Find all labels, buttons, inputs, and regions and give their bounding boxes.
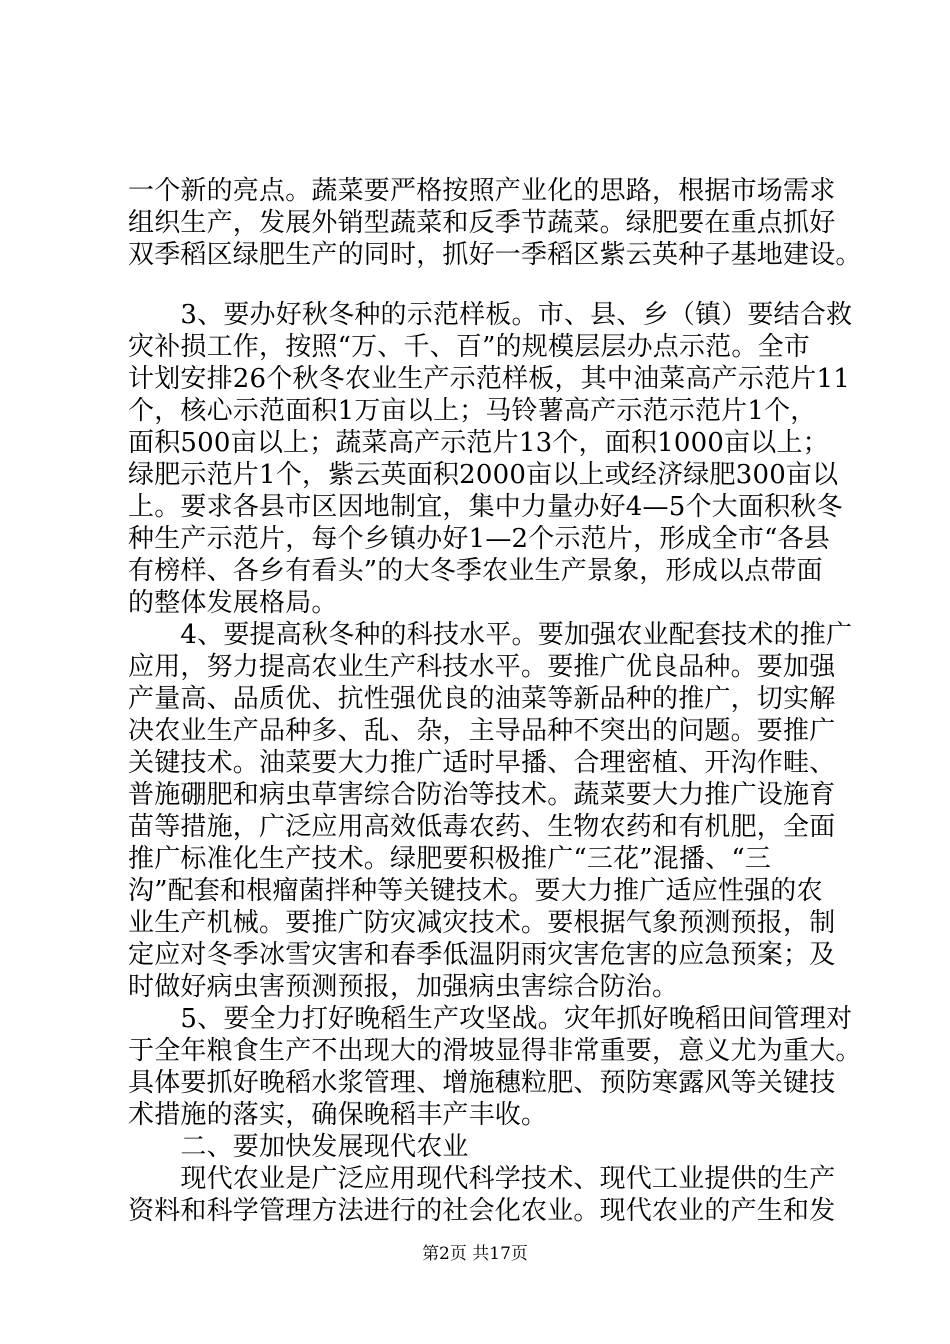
page-number-footer: 第2页 共17页 (422, 1244, 528, 1264)
text-line: 组织生产，发展外销型蔬菜和反季节蔬菜。绿肥要在重点抓好 (128, 208, 836, 238)
text-line: 资料和科学管理方法进行的社会化农业。现代农业的产生和发 (128, 1196, 836, 1226)
text-line: 绿肥示范片1个，紫云英面积2000亩以上或经济绿肥300亩以 (128, 460, 839, 490)
text-line: 推广标准化生产技术。绿肥要积极推广“三花”混播、“三 (128, 844, 772, 874)
text-line: 定应对冬季冰雪灾害和春季低温阴雨灾害危害的应急预案；及 (128, 940, 836, 970)
text-line: 产量高、品质优、抗性强优良的油菜等新品种的推广，切实解 (128, 684, 836, 714)
text-line: 术措施的落实，确保晚稻丰产丰收。 (128, 1100, 548, 1130)
text-line: 应用，努力提高农业生产科技水平。要推广优良品种。要加强 (128, 652, 836, 682)
text-line: 沟”配套和根瘤菌拌种等关键技术。要大力推广适应性强的农 (128, 876, 823, 906)
text-line: 决农业生产品种多、乱、杂，主导品种不突出的问题。要推广 (128, 716, 836, 746)
text-line: 的整体发展格局。 (128, 588, 338, 618)
text-line: 具体要抓好晚稻水浆管理、增施穗粒肥、预防寒露风等关键技 (128, 1068, 836, 1098)
text-line: 种生产示范片，每个乡镇办好1—2个示范片，形成全市“各县 (128, 524, 830, 554)
text-line: 双季稻区绿肥生产的同时，抓好一季稻区紫云英种子基地建设。 (128, 240, 862, 270)
text-line: 一个新的亮点。蔬菜要严格按照产业化的思路，根据市场需求 (128, 176, 836, 206)
text-line: 普施硼肥和病虫草害综合防治等技术。蔬菜要大力推广设施育 (128, 780, 836, 810)
text-line: 现代农业是广泛应用现代科学技术、现代工业提供的生产 (128, 1164, 836, 1194)
text-line: 有榜样、各乡有看头”的大冬季农业生产景象，形成以点带面 (128, 556, 823, 586)
text-line: 灾补损工作，按照“万、千、百”的规模层层办点示范。全市 (128, 332, 810, 362)
text-line: 个，核心示范面积1万亩以上；马铃薯高产示范示范片1个， (128, 396, 817, 426)
section-heading: 二、要加快发展现代农业 (128, 1132, 469, 1162)
text-line: 面积500亩以上；蔬菜高产示范片13个，面积1000亩以上； (128, 428, 829, 458)
text-line: 3、要办好秋冬种的示范样板。市、县、乡（镇）要结合救 (128, 300, 853, 330)
text-line: 4、要提高秋冬种的科技水平。要加强农业配套技术的推广 (128, 620, 853, 650)
text-line: 上。要求各县市区因地制宜，集中力量办好4—5个大面积秋冬 (128, 492, 843, 522)
text-line: 时做好病虫害预测预报，加强病虫害综合防治。 (128, 972, 679, 1002)
text-line: 关键技术。油菜要大力推广适时早播、合理密植、开沟作畦、 (128, 748, 836, 778)
text-line: 计划安排26个秋冬农业生产示范样板，其中油菜高产示范片11 (128, 364, 850, 394)
text-line: 苗等措施，广泛应用高效低毒农药、生物农药和有机肥，全面 (128, 812, 836, 842)
text-line: 5、要全力打好晚稻生产攻坚战。灾年抓好晚稻田间管理对 (128, 1004, 853, 1034)
text-line: 于全年粮食生产不出现大的滑坡显得非常重要，意义尤为重大。 (128, 1036, 862, 1066)
text-line: 业生产机械。要推广防灾减灾技术。要根据气象预测预报，制 (128, 908, 836, 938)
